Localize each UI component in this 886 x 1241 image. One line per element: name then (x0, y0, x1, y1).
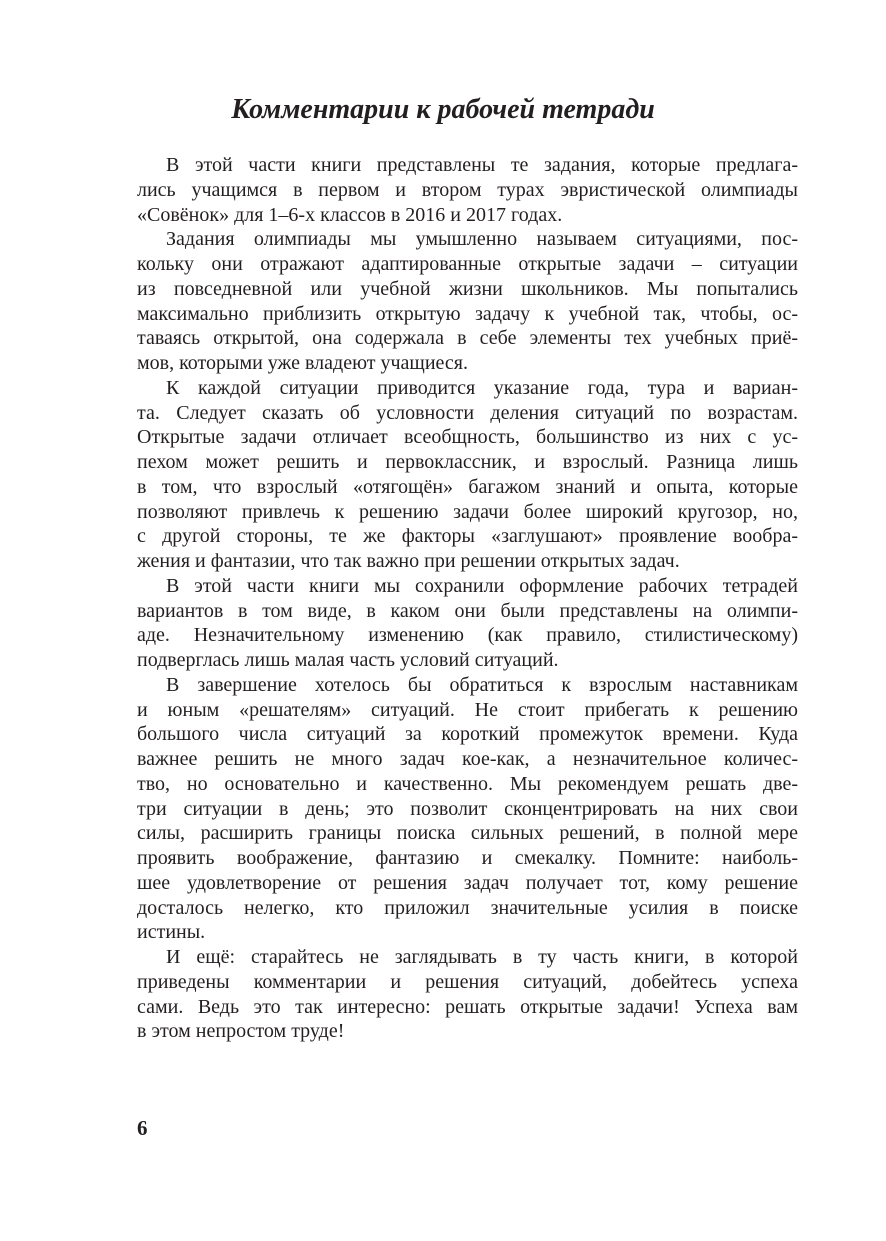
text-line: та. Следует сказать об условности деления ситуаций по возрастам. (137, 401, 798, 424)
text-line: мов, которыми уже владеют учащиеся. (137, 352, 468, 374)
text-line: В этой части книги представлены те задания, которые предлага- (166, 154, 798, 176)
paragraph (137, 376, 798, 574)
text-line: К каждой ситуации приводится указание года, тура и вариан- (166, 376, 798, 399)
text-line: подверглась лишь малая часть условий ситуаций. (137, 649, 559, 671)
text-line: приведены комментарии и решения ситуаций, добейтесь успеха (137, 970, 798, 993)
text-line: кольку они отражают адаптированные открытые задачи – ситуации (137, 253, 798, 275)
text-line: в том, что взрослый «отягощён» багажом знаний и опыта, которые (137, 475, 798, 498)
text-line: досталось нелегко, кто приложил значительные усилия в поиске (137, 896, 798, 919)
text-line: из повседневной или учебной жизни школьников. Мы попытались (137, 277, 798, 300)
paragraph (137, 945, 798, 1044)
text-line: аде. Незначительному изменению (как правило, стилистическому) (137, 624, 798, 647)
paragraph (137, 673, 798, 945)
text-line: максимально приблизить открытую задачу к учебной так, чтобы, ос- (137, 302, 798, 325)
page-number: 6 (137, 1116, 148, 1140)
text-line: в этом непростом труде! (137, 1020, 345, 1043)
text-line: Задания олимпиады мы умышленно называем ситуациями, пос- (166, 228, 798, 251)
text-line: и юным «решателям» ситуаций. Не стоит прибегать к решению (137, 698, 798, 721)
text-line: жения и фантазии, что так важно при решении открытых задач. (137, 550, 680, 572)
text-line: Открытые задачи отличает всеобщность, большинство из них с ус- (137, 426, 798, 449)
text-line: важнее решить не много задач кое-как, а незначительное количес- (137, 748, 798, 770)
paragraph (137, 574, 798, 673)
text-line: В завершение хотелось бы обратиться к взрослым наставникам (166, 673, 798, 696)
text-line: «Совёнок» для 1–6-х классов в 2016 и 2017 годах. (137, 203, 563, 226)
text-line: В этой части книги мы сохранили оформление рабочих тетрадей (166, 574, 798, 597)
text-line: лись учащимся в первом и втором турах эвристической олимпиады (137, 178, 798, 201)
text-line: тво, но основательно и качественно. Мы рекомендуем решать две- (137, 772, 798, 795)
page-title: Комментарии к рабочей тетради (231, 94, 655, 125)
text-line: силы, расширить границы поиска сильных решений, в полной мере (137, 822, 798, 845)
body-text (137, 153, 798, 1044)
text-line: сами. Ведь это так интересно: решать открытые задачи! Успеха вам (137, 995, 798, 1018)
text-line: таваясь открытой, она содержала в себе элементы тех учебных приё- (137, 327, 798, 350)
text-line: с другой стороны, те же факторы «заглушают» проявление вообра- (137, 525, 798, 548)
text-line: пехом может решить и первоклассник, и взрослый. Разница лишь (137, 451, 798, 473)
text-line: позволяют привлечь к решению задачи более широкий кругозор, но, (137, 500, 798, 523)
text-line: проявить воображение, фантазию и смекалку. Помните: наиболь- (137, 847, 798, 869)
text-line: три ситуации в день; это позволит сконцентрировать на них свои (137, 797, 798, 820)
text-line: шее удовлетворение от решения задач получает тот, кому решение (137, 871, 798, 894)
text-line: вариантов в том виде, в каком они были представлены на олимпи- (137, 599, 798, 622)
paragraph (137, 227, 798, 376)
text-line: большого числа ситуаций за короткий промежуток времени. Куда (137, 723, 798, 746)
text-line: истины. (137, 921, 206, 944)
text-line: И ещё: старайтесь не заглядывать в ту часть книги, в которой (166, 946, 798, 968)
paragraph (137, 153, 798, 227)
